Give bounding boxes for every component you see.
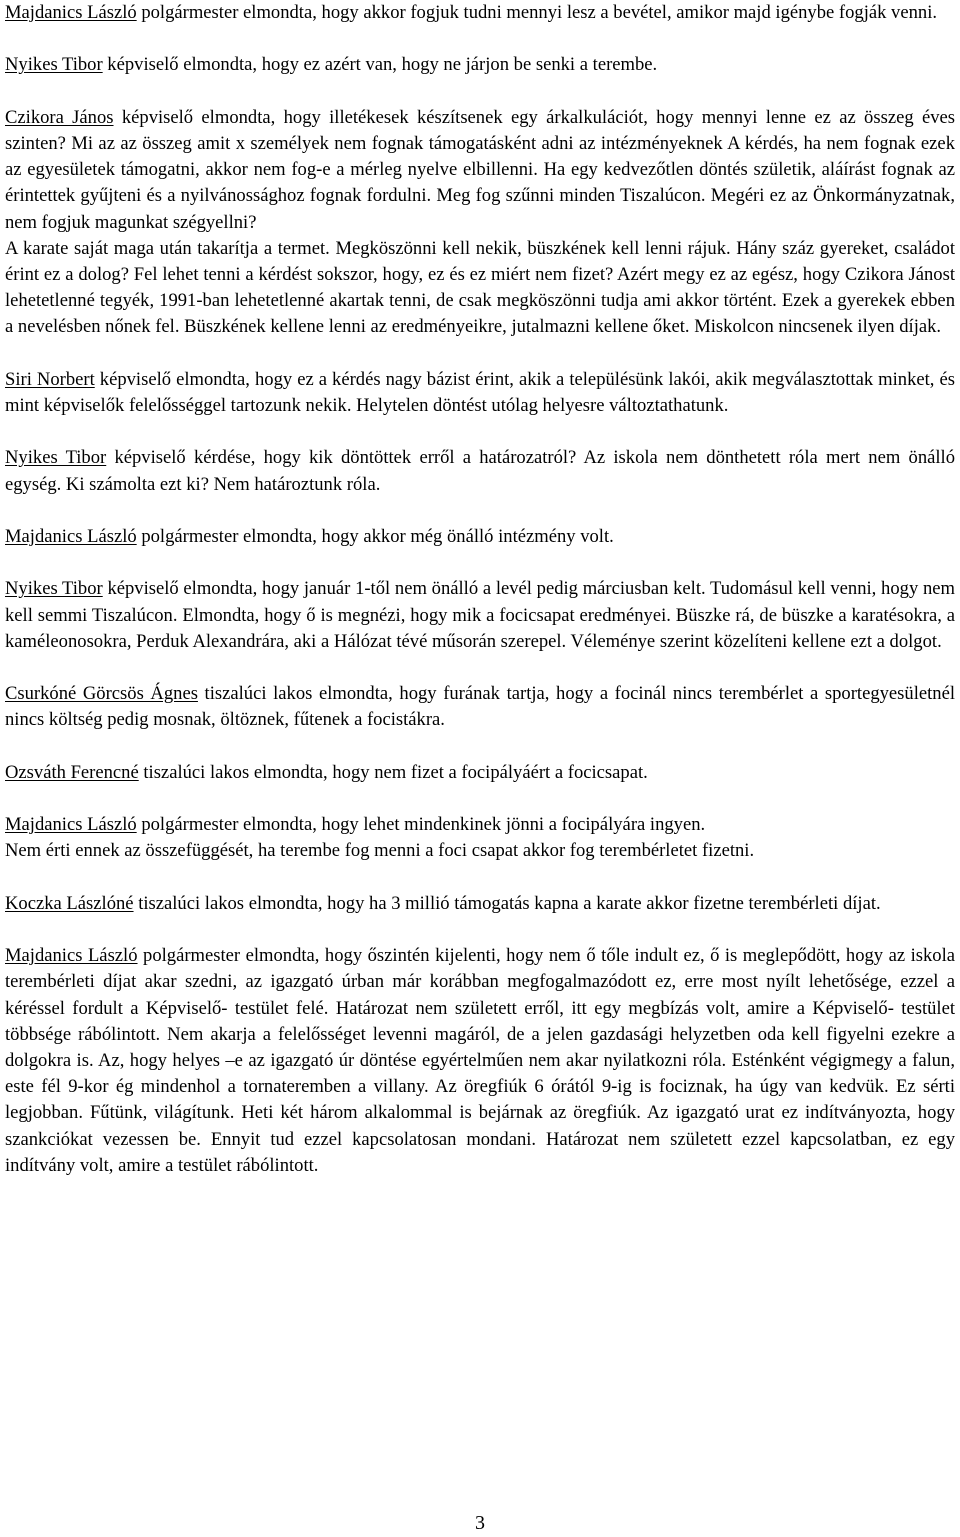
paragraph: [5, 943, 955, 1179]
paragraph-continuation: Nem érti ennek az összefüggését, ha terembe fog menni a foci csapat akkor fog terembérletet fizetni.: [5, 840, 755, 862]
paragraph: [5, 681, 955, 733]
paragraph: [5, 52, 955, 78]
paragraph: [5, 812, 955, 864]
speaker-name: Czikora János: [5, 106, 114, 128]
paragraph-text: képviselő kérdése, hogy kik döntöttek erről a határozatról? Az iskola nem dönthetett róla mert nem önálló egység. Ki számolta ezt ki? Nem határoztunk róla.: [5, 447, 955, 495]
speaker-name: Ozsváth Ferencné: [5, 761, 139, 783]
paragraph: [5, 445, 955, 497]
paragraph-text: tiszalúci lakos elmondta, hogy furának tartja, hogy a focinál nincs terembérlet a sportegyesületnél nincs költség pedig mosnak, öltöznek, fűtenek a focistákra.: [5, 683, 956, 731]
paragraph-text: tiszalúci lakos elmondta, hogy nem fizet a focipályáért a focicsapat.: [138, 761, 648, 783]
paragraph: [5, 891, 955, 917]
paragraph: [5, 105, 955, 341]
paragraph-text: polgármester elmondta, hogy akkor fogjuk tudni mennyi lesz a bevétel, amikor majd igénybe fogják venni.: [136, 2, 938, 23]
paragraph-text: polgármester elmondta, hogy lehet mindenkinek jönni a focipályára ingyen.: [136, 814, 706, 836]
paragraph-text: képviselő elmondta, hogy január 1-től nem önálló a levél pedig márciusban kelt. Tudomásul kell venni, hogy nem kell semmi Tiszalúcon. Elmondta, hogy ő is megnézi, hogy mik a focicsapat eredményei. Büszke rá, de büszke a karatésokra, a kaméleonosokra, Perduk Alexandrára, aki a Hálózat tévé műsorán szerepel. Véleménye szerint közelíteni kellene ezt a dolgot.: [5, 578, 955, 652]
paragraph-line: [5, 105, 955, 236]
speaker-name: Siri Norbert: [5, 368, 95, 390]
document-page: [5, 0, 955, 1205]
speaker-name: Nyikes Tibor: [5, 54, 103, 76]
paragraph-text: tiszalúci lakos elmondta, hogy ha 3 millió támogatás kapna a karate akkor fizetne terembérleti díjat.: [133, 892, 881, 914]
speaker-name: Majdanics László: [5, 525, 137, 547]
paragraph-text: képviselő elmondta, hogy illetékesek készítsenek egy árkalkulációt, hogy mennyi lenne ez az összeg éves szinten? Mi az az összeg amit x személyek nem fognak támogatásként adni az intézményeknek A kérdés, ha nem fognak ezek az egyesületek támogatni, akkor nem fog-e a mérleg nyelve elbillenni. Ha egy kedvezőtlen döntés születik, aláírást fognak az érintettek gyűjteni és a nyilvánossághoz fognak fordulni. Meg fog szűnni minden Tiszalúcon. Megéri ez az Önkormányzatnak, nem fogjuk magunkat szégyellni?: [5, 106, 955, 233]
speaker-name: Majdanics László: [5, 814, 137, 836]
paragraph: [5, 367, 955, 419]
paragraph-continuation: A karate saját maga után takarítja a termet. Megköszönni kell nekik, büszkének kell lenni rájuk. Hány száz gyereket, családot érint ez a dolog? Fel lehet tenni a kérdést sokszor, hogy, ez és ez miért nem fizet? Azért megy ez az egész, hogy Czikora Jánost lehetetlenné tegyék, 1991-ban lehetetlenné akartak tenni, de csak megköszönni tudja ami akkor történt. Ezek a gyerekek ebben a nevelésben nőnek fel. Büszkének kellene lenni az eredményeikre, jutalmazni kellene őket. Miskolcon nincsenek ilyen díjak.: [5, 237, 955, 338]
speaker-name: Nyikes Tibor: [5, 447, 107, 469]
paragraph: [5, 524, 955, 550]
speaker-name: Nyikes Tibor: [5, 578, 103, 600]
paragraph-text: képviselő elmondta, hogy ez azért van, hogy ne járjon be senki a terembe.: [102, 54, 658, 76]
paragraph-text: polgármester elmondta, hogy akkor még önálló intézmény volt.: [136, 525, 614, 547]
paragraph-text: képviselő elmondta, hogy ez a kérdés nagy bázist érint, akik a településünk lakói, akik megválasztottak minket, és mint képviselők felelősséggel tartozunk nekik. Helytelen döntést utólag helyesre változtathatunk.: [5, 368, 955, 416]
paragraph-line: [5, 812, 955, 838]
speaker-name: Koczka Lászlóné: [5, 892, 134, 914]
paragraph: [5, 576, 955, 655]
speaker-name: Majdanics László: [5, 2, 137, 23]
speaker-name: Majdanics László: [5, 945, 138, 967]
paragraph: [5, 0, 955, 26]
paragraph: [5, 760, 955, 786]
speaker-name: Csurkóné Görcsös Ágnes: [5, 683, 198, 705]
page-number: 3: [475, 1512, 485, 1534]
paragraph-text: polgármester elmondta, hogy őszintén kijelenti, hogy nem ő tőle indult ez, ő is meglepődött, hogy az iskola terembérleti díjat akar szedni, az igazgató úrban már korábban megfogalmazódott ez, erre most nyílt lehetősége, ezzel a kéréssel fordult a Képviselő- testület felé. Határozat nem született erről, itt egy megbízás volt, amire a Képviselő- testület többsége rábólintott. Nem akarja a felelősséget levenni magáról, de a jelen gazdasági helyzetben oda kell figyelni ezekre a dolgokra is. Az, hogy helyes –e az igazgató úr döntése egyértelműen nem akar nyilatkozni róla. Esténként végigmegy a falun, este fél 9-kor ég mindenhol a tornateremben a villany. Az öregfiúk 6 órától 9-ig is fociznak, ha úgy van kedvük. Ez sérti legjobban. Fűtünk, világítunk. Heti két három alkalommal is bejárnak az öregfiúk. Az igazgató urat ez indítványozta, hogy szankciókat vezessen be. Ennyit tud ezzel kapcsolatosan mondani. Határozat nem született ezzel kapcsolatban, ez egy indítvány volt, amire a testület rábólintott.: [5, 945, 956, 1176]
